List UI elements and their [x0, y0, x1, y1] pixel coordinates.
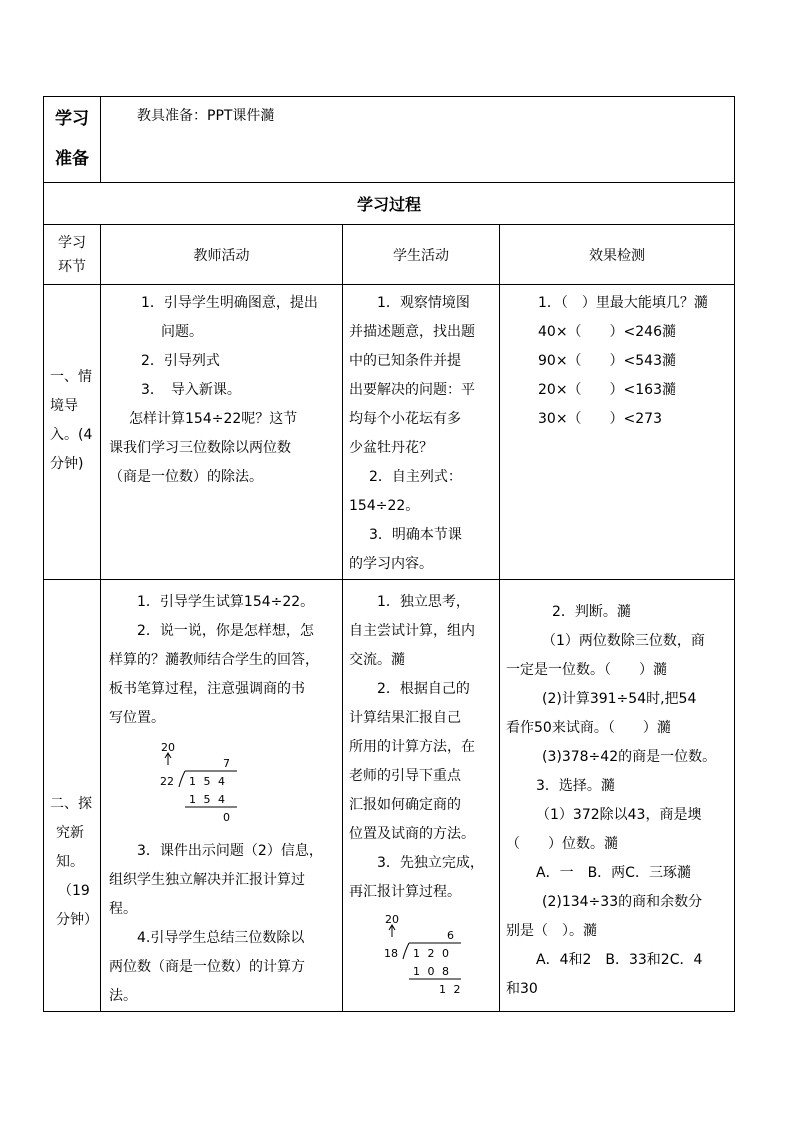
row1-student-line: 出要解决的问题：平 [349, 382, 475, 398]
row2-student-cell [343, 580, 500, 1012]
row2-stage-line: （19 [58, 883, 90, 899]
row2-effect-line: 一定是一位数。（ ）瀡 [506, 662, 667, 678]
row2-teacher-line: 组织学生独立解决并汇报计算过 [109, 872, 305, 888]
row2-student-line: 2．根据自己的 [377, 681, 470, 697]
division1-dividend: 1 5 4 [189, 775, 227, 788]
division1-quotient: 7 [223, 757, 230, 770]
division2-bracket [403, 943, 409, 959]
row2-student-line: 交流。瀡 [349, 652, 405, 668]
division1-divisor: 22 [160, 775, 174, 788]
header-effect: 效果检测 [589, 247, 645, 264]
row1-student-line: 1．观察情境图 [377, 295, 470, 311]
row2-student-line: 自主尝试计算，组内 [349, 623, 475, 639]
prep-content-cell [101, 97, 735, 183]
row2-teacher-line: 4.引导学生总结三位数除以 [137, 930, 305, 946]
division1-trial: 20 [161, 741, 175, 754]
row1-stage-line: 境导 [50, 398, 78, 414]
row1-student-line: 3．明确本节课 [369, 527, 462, 543]
row2-teacher-cell [101, 580, 343, 1012]
row2-stage-line: 知。 [56, 854, 84, 870]
prep-label-line1: 学习 [55, 109, 89, 129]
division2-product: 1 0 8 [413, 965, 451, 978]
row1-student-line: 154÷22。 [349, 498, 420, 514]
row1-teacher-line: 2．引导列式 [141, 353, 220, 369]
prep-content: 教具准备：PPT课件瀡 [137, 108, 275, 124]
division2-remainder: 1 2 [439, 983, 463, 996]
row2-teacher-line: 板书笔算过程，注意强调商的书 [109, 681, 305, 697]
division2-arrow [389, 925, 395, 937]
row2-student-line: 3．先独立完成， [377, 855, 484, 871]
long-division-1 [151, 737, 271, 825]
row2-effect-line: A．一 B．两C．三琢瀡 [536, 865, 691, 881]
row1-teacher-line: 怎样计算154÷22呢？这节 [129, 411, 298, 427]
row1-student-line: 中的已知条件并提 [349, 353, 461, 369]
header-teacher: 教师活动 [193, 247, 250, 264]
prep-label-cell [44, 97, 101, 183]
process-title: 学习过程 [357, 195, 422, 214]
row2-teacher-line: 样算的？瀡教师结合学生的回答， [109, 652, 319, 668]
row1-teacher-line: 课我们学习三位数除以两位数 [109, 440, 291, 456]
row2-stage-line: 究新 [56, 825, 84, 841]
row2-teacher-line: 3．课件出示问题（2）信息， [137, 843, 323, 859]
row2-student-line: 老师的引导下重点 [349, 768, 461, 784]
row2-effect-line: （1）372除以43，商是墺 [536, 807, 702, 823]
row2-student-line: 1．独立思考， [377, 594, 470, 610]
row1-student-cell [343, 285, 500, 580]
prep-label-line2: 准备 [55, 149, 89, 169]
row2-effect-line: 看作50来试商。（ ）瀡 [506, 720, 671, 736]
row1-effect-cell [500, 285, 735, 580]
row2-teacher-line: 法。 [109, 988, 137, 1004]
lesson-plan-table [43, 96, 735, 1012]
row2-teacher-line: 2．说一说，你是怎样想，怎 [137, 623, 314, 639]
header-student-cell [343, 225, 500, 285]
division1-product: 1 5 4 [189, 793, 227, 806]
row2-teacher-line: 程。 [109, 901, 137, 917]
row1-student-line: 的学习内容。 [349, 556, 433, 572]
row2-effect-line: （ ）位数。瀡 [506, 836, 618, 852]
header-stage-line1: 学习 [58, 235, 86, 251]
row1-teacher-line: 1．引导学生明确图意，提出 [141, 295, 318, 311]
row2-stage-line: 分钟） [56, 912, 98, 928]
row1-effect-line: 1．（ ）里最大能填几？瀡 [538, 295, 708, 311]
header-teacher-cell [101, 225, 343, 285]
row2-effect-line: (2)134÷33的商和余数分 [542, 894, 703, 910]
long-division-2 [375, 911, 495, 999]
division2-trial: 20 [385, 913, 399, 926]
division2-quotient: 6 [447, 929, 454, 942]
row1-stage-line: 入。(4 [50, 427, 93, 443]
row1-stage-line: 分钟) [50, 456, 84, 472]
header-student: 学生活动 [393, 247, 449, 264]
header-effect-cell [500, 225, 735, 285]
row1-effect-line: 40×（ ）<246瀡 [538, 324, 676, 340]
row2-effect-line: （1）两位数除三位数，商 [542, 633, 705, 649]
row2-student-line: 计算结果汇报自己 [349, 710, 461, 726]
row2-teacher-line: 两位数（商是一位数）的计算方 [109, 959, 305, 975]
process-title-cell [44, 183, 735, 225]
header-stage-line2: 环节 [58, 259, 86, 275]
row2-effect-line: 别是（ ）。瀡 [506, 923, 597, 939]
row2-effect-line: (3)378÷42的商是一位数。 [542, 749, 717, 765]
row2-student-line: 位置及试商的方法。 [349, 826, 475, 842]
division1-remainder: 0 [223, 811, 230, 824]
row2-effect-line: 2．判断。瀡 [552, 604, 631, 620]
row1-student-line: 少盆牡丹花？ [349, 440, 433, 456]
row2-effect-cell [500, 580, 735, 1012]
row1-teacher-line: （商是一位数）的除法。 [109, 469, 263, 485]
row1-teacher-cell [101, 285, 343, 580]
row1-student-line: 均每个小花坛有多 [349, 411, 461, 427]
row1-student-line: 2．自主列式： [369, 469, 462, 485]
division2-dividend: 1 2 0 [413, 947, 451, 960]
row2-effect-line: A．4和2 B．33和2C．4 [536, 952, 703, 968]
row1-effect-line: 90×（ ）<543瀡 [538, 353, 676, 369]
row1-stage-cell [44, 285, 101, 580]
division2-divisor: 18 [384, 947, 398, 960]
row2-stage-line: 二、探 [50, 796, 92, 812]
row2-teacher-line: 1．引导学生试算154÷22。 [137, 594, 315, 610]
header-stage-cell [44, 225, 101, 285]
row2-effect-line: 3．选择。瀡 [536, 778, 615, 794]
row2-student-line: 再汇报计算过程。 [349, 884, 461, 900]
row1-teacher-line: 3． 导入新课。 [141, 382, 241, 398]
division1-arrow [165, 753, 171, 765]
row1-effect-line: 20×（ ）<163瀡 [538, 382, 676, 398]
row2-student-line: 所用的计算方法，在 [349, 739, 475, 755]
row1-teacher-line: 问题。 [161, 324, 203, 340]
row2-teacher-line: 写位置。 [109, 710, 165, 726]
row2-effect-line: (2)计算391÷54时,把54 [542, 691, 697, 707]
row2-stage-cell [44, 580, 101, 1012]
division1-bracket [179, 771, 185, 787]
row2-effect-line: 和30 [506, 981, 538, 997]
row1-stage-line: 一、情 [50, 369, 92, 385]
row1-effect-line: 30×（ ）<273 [538, 411, 662, 427]
row2-student-line: 汇报如何确定商的 [349, 797, 461, 813]
row1-student-line: 并描述题意，找出题 [349, 324, 475, 340]
